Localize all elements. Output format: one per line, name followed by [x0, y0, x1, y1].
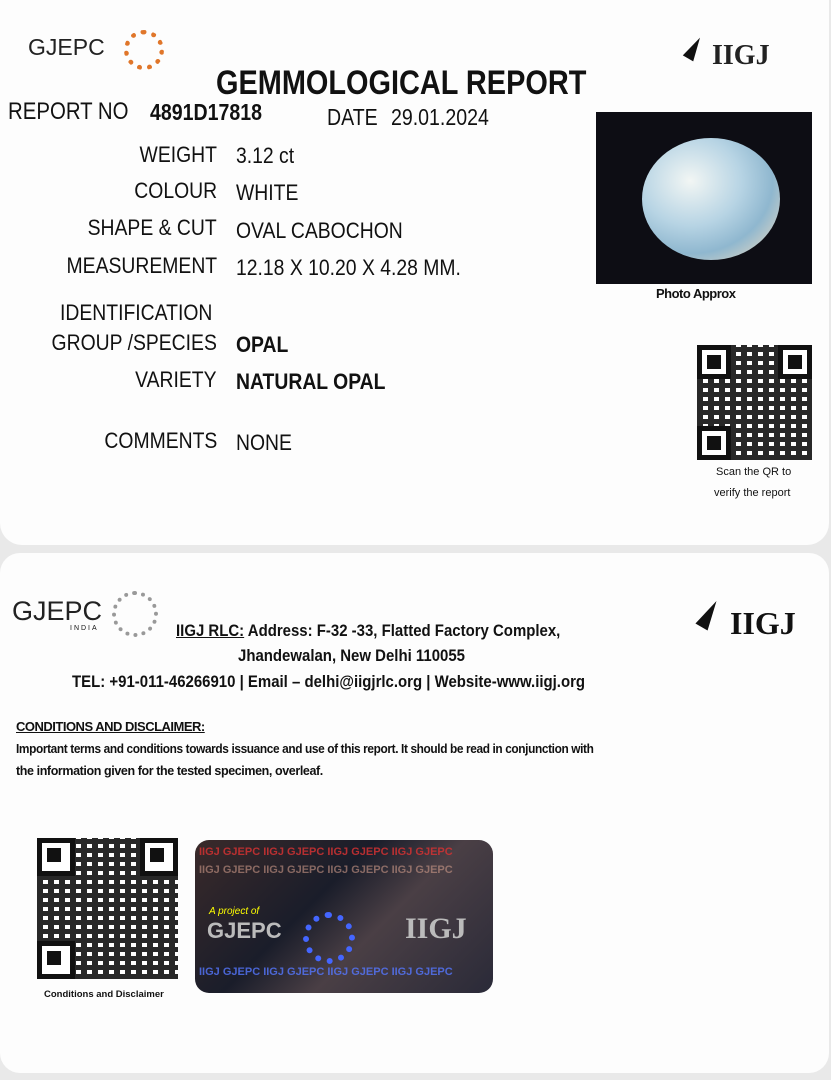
iigj-logo: IIGJ: [712, 40, 770, 71]
verify-qr-code[interactable]: [697, 345, 812, 460]
iigj-logo: IIGJ: [730, 605, 796, 641]
comments-label: COMMENTS: [104, 428, 217, 453]
hologram-gjepc: GJEPC: [207, 918, 282, 943]
measurement-value: 12.18 X 10.20 X 4.28 MM.: [236, 255, 461, 280]
variety-label: VARIETY: [135, 367, 217, 392]
gjepc-sunburst-icon: [124, 30, 164, 70]
identification-label: IDENTIFICATION: [60, 300, 213, 325]
gem-photo: [596, 112, 812, 284]
iigj-pen-icon: [695, 598, 722, 631]
qr-caption: Conditions and Disclaimer: [44, 989, 164, 1000]
gjepc-logo: GJEPC: [12, 596, 103, 626]
colour-label: COLOUR: [134, 178, 217, 203]
page-title: GEMMOLOGICAL REPORT: [216, 64, 587, 102]
measurement-label: MEASUREMENT: [66, 253, 217, 278]
photo-caption: Photo Approx: [656, 286, 736, 301]
gjepc-logo: GJEPC: [28, 34, 105, 60]
conditions-line-2: the information given for the tested specimen, overleaf.: [16, 764, 323, 778]
qr-caption-2: verify the report: [714, 487, 791, 499]
opal-image: [642, 138, 780, 260]
comments-value: NONE: [236, 430, 292, 455]
conditions-qr-code[interactable]: [37, 838, 178, 979]
shape-label: SHAPE & CUT: [87, 215, 217, 240]
address-1: Address: F-32 -33, Flatted Factory Complex,: [244, 621, 561, 640]
qr-caption-1: Scan the QR to: [716, 466, 792, 478]
report-back: [0, 553, 829, 1073]
address-line-1: [176, 621, 560, 641]
group-value: OPAL: [236, 332, 289, 357]
address-line-2: Jhandewalan, New Delhi 110055: [238, 646, 466, 665]
date: 29.01.2024: [391, 104, 489, 130]
weight-label: WEIGHT: [139, 142, 217, 167]
contact-line: TEL: +91-011-46266910 | Email – delhi@iigjrlc.org | Website-www.iigj.org: [72, 672, 586, 691]
address-label: IIGJ RLC:: [176, 621, 245, 640]
conditions-title: CONDITIONS AND DISCLAIMER:: [16, 719, 205, 734]
colour-value: WHITE: [236, 180, 299, 205]
shape-value: OVAL CABOCHON: [236, 218, 403, 243]
report-no-label: REPORT NO: [8, 98, 129, 125]
gjepc-sub: INDIA: [70, 625, 99, 632]
gjepc-sunburst-icon: [112, 591, 158, 637]
variety-value: NATURAL OPAL: [236, 369, 386, 394]
report-no: 4891D17818: [150, 99, 262, 125]
hologram-sunburst-icon: [303, 912, 355, 964]
hologram-seal: IIGJ GJEPC IIGJ GJEPC IIGJ GJEPC IIGJ GJEPC IIGJ GJEPC IIGJ GJEPC IIGJ GJEPC IIGJ GJEPC IIGJ GJEPC IIGJ GJEPC IIGJ GJEPC IIGJ GJEPC A project of GJEPC IIGJ: [195, 840, 493, 993]
date-label: DATE: [327, 104, 378, 130]
conditions-line-1: Important terms and conditions towards issuance and use of this report. It should be read in conjunction with: [16, 742, 594, 756]
hologram-project: A project of: [209, 906, 260, 917]
hologram-iigj: IIGJ: [405, 912, 467, 945]
group-label: GROUP /SPECIES: [51, 330, 217, 355]
weight-value: 3.12 ct: [236, 143, 295, 168]
iigj-pen-icon: [683, 35, 705, 62]
